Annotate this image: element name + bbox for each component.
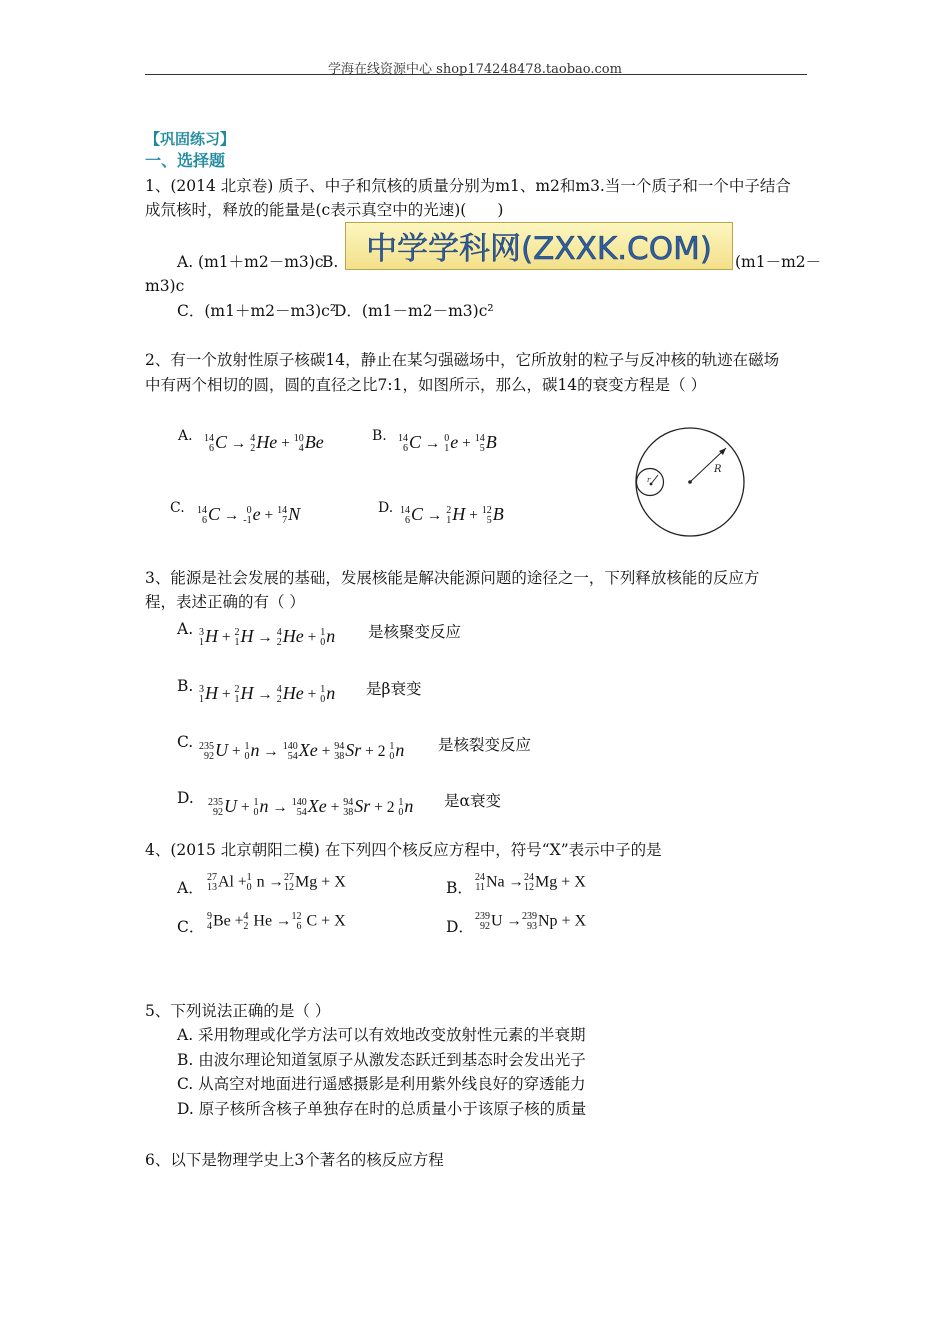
section-title: 【巩固练习】: [145, 130, 236, 148]
q2-option-c-label: C.: [170, 500, 185, 516]
section-subtitle: 一、选择题: [145, 151, 226, 170]
q4-line1: 4、(2015 北京朝阳二模) 在下列四个核反应方程中，符号“X”表示中子的是: [145, 841, 662, 859]
q2-option-b-equation: 14 6 C → 0 1 e + 14 5 B: [398, 432, 497, 455]
q3-option-c-equation: 235 92 U + 1 0 n → 140 54 Xe + 94 38 Sr + 2 1 0 n: [199, 740, 405, 763]
q5-line1: 5、下列说法正确的是（ ）: [145, 1002, 331, 1020]
q4-option-c-label: C．: [177, 918, 205, 936]
q1-line1: 1、(2014 北京卷) 质子、中子和氘核的质量分别为m1、m2和m3.当一个质子和一个中子结合: [145, 177, 791, 195]
q4-option-a-label: A．: [177, 879, 204, 897]
q2-option-a-equation: 14 6 C → 4 2 He + 10 4 Be: [204, 432, 324, 455]
q5-option-c: C. 从高空对地面进行遥感摄影是利用紫外线良好的穿透能力: [177, 1075, 586, 1093]
q3-option-a-label: A.: [177, 620, 194, 638]
q2-option-d-equation: 14 6 C → 2 1 H + 12 5 B: [400, 504, 504, 527]
q1-option-c: C．(m1＋m2－m3)c²: [177, 302, 337, 320]
q3-option-d-label: D.: [177, 789, 194, 807]
q2-option-a-label: A.: [178, 428, 193, 444]
q2-option-d-label: D.: [378, 500, 394, 516]
q2-option-b-label: B.: [372, 428, 387, 444]
radius-r-label: r: [647, 476, 651, 484]
q1-option-b-tail: (m1－m2－: [735, 253, 822, 271]
q2-line1: 2、有一个放射性原子核碳14，静止在某匀强磁场中，它所放射的粒子与反冲核的轨迹在磁场: [145, 351, 780, 369]
q3-option-c-label: C.: [177, 733, 194, 751]
q2-line2: 中有两个相切的圆，圆的直径之比7:1，如图所示，那么，碳14的衰变方程是（ ）: [145, 376, 707, 394]
q3-option-b-label: B.: [177, 677, 194, 695]
q1-option-a: A. (m1＋m2－m3)c: [177, 253, 324, 271]
q4-option-c-equation: 9 4 Be + 4 2 He → 12 6 C + X: [207, 911, 346, 932]
q5-option-d: D. 原子核所含核子单独存在时的总质量小于该原子核的质量: [177, 1100, 587, 1118]
q3-option-a-equation: 3 1 H + 2 1 H → 4 2 He + 1 0 n: [199, 626, 336, 649]
q5-option-b: B. 由波尔理论知道氢原子从激发态跃迁到基态时会发出光子: [177, 1051, 586, 1069]
q3-option-b-equation: 3 1 H + 2 1 H → 4 2 He + 1 0 n: [199, 683, 336, 706]
q3-option-d-equation: 235 92 U + 1 0 n → 140 54 Xe + 94 38 Sr + 2 1 0 n: [208, 796, 414, 819]
q1-line2: 成氘核时，释放的能量是(c表示真空中的光速)( ): [145, 201, 504, 219]
q4-option-a-equation: 27 13 Al + 1 0 n → 27 12 Mg + X: [207, 872, 346, 893]
q4-option-b-equation: 24 11 Na → 24 12 Mg + X: [475, 872, 586, 893]
q5-option-a: A. 采用物理或化学方法可以有效地改变放射性元素的半衰期: [177, 1026, 586, 1044]
q3-option-a-desc: 是核聚变反应: [368, 623, 462, 641]
q3-option-d-desc: 是α衰变: [444, 792, 501, 810]
q4-option-b-label: B．: [446, 879, 473, 897]
q3-option-b-desc: 是β衰变: [366, 680, 422, 698]
q6-line1: 6、以下是物理学史上3个著名的核反应方程: [145, 1151, 444, 1169]
q4-option-d-label: D．: [446, 918, 474, 936]
q1-option-b-tail2: m3)c: [145, 277, 185, 295]
q4-option-d-equation: 239 92 U → 239 93 Np + X: [475, 911, 587, 932]
q3-option-c-desc: 是核裂变反应: [438, 736, 532, 754]
q1-option-b-label: B.: [322, 253, 339, 271]
page-header: 学海在线资源中心 shop174248478.taobao.com: [328, 62, 622, 77]
watermark-text: 中学学科网(ZXXK.COM): [366, 231, 712, 267]
q3-line1: 3、能源是社会发展的基础，发展核能是解决能源问题的途径之一，下列释放核能的反应方: [145, 569, 760, 587]
header-rule: [145, 74, 807, 75]
q2-option-c-equation: 14 6 C → 0 -1 e + 14 7 N: [197, 504, 301, 527]
radius-r-line: [651, 475, 658, 484]
q3-line2: 程，表述正确的有（ ）: [145, 593, 305, 611]
q2-tangent-circles-figure: [630, 424, 750, 540]
radius-R-label: R: [714, 464, 722, 475]
watermark-logo: [345, 222, 733, 270]
q1-option-d: D．(m1－m2－m3)c²: [334, 302, 494, 320]
